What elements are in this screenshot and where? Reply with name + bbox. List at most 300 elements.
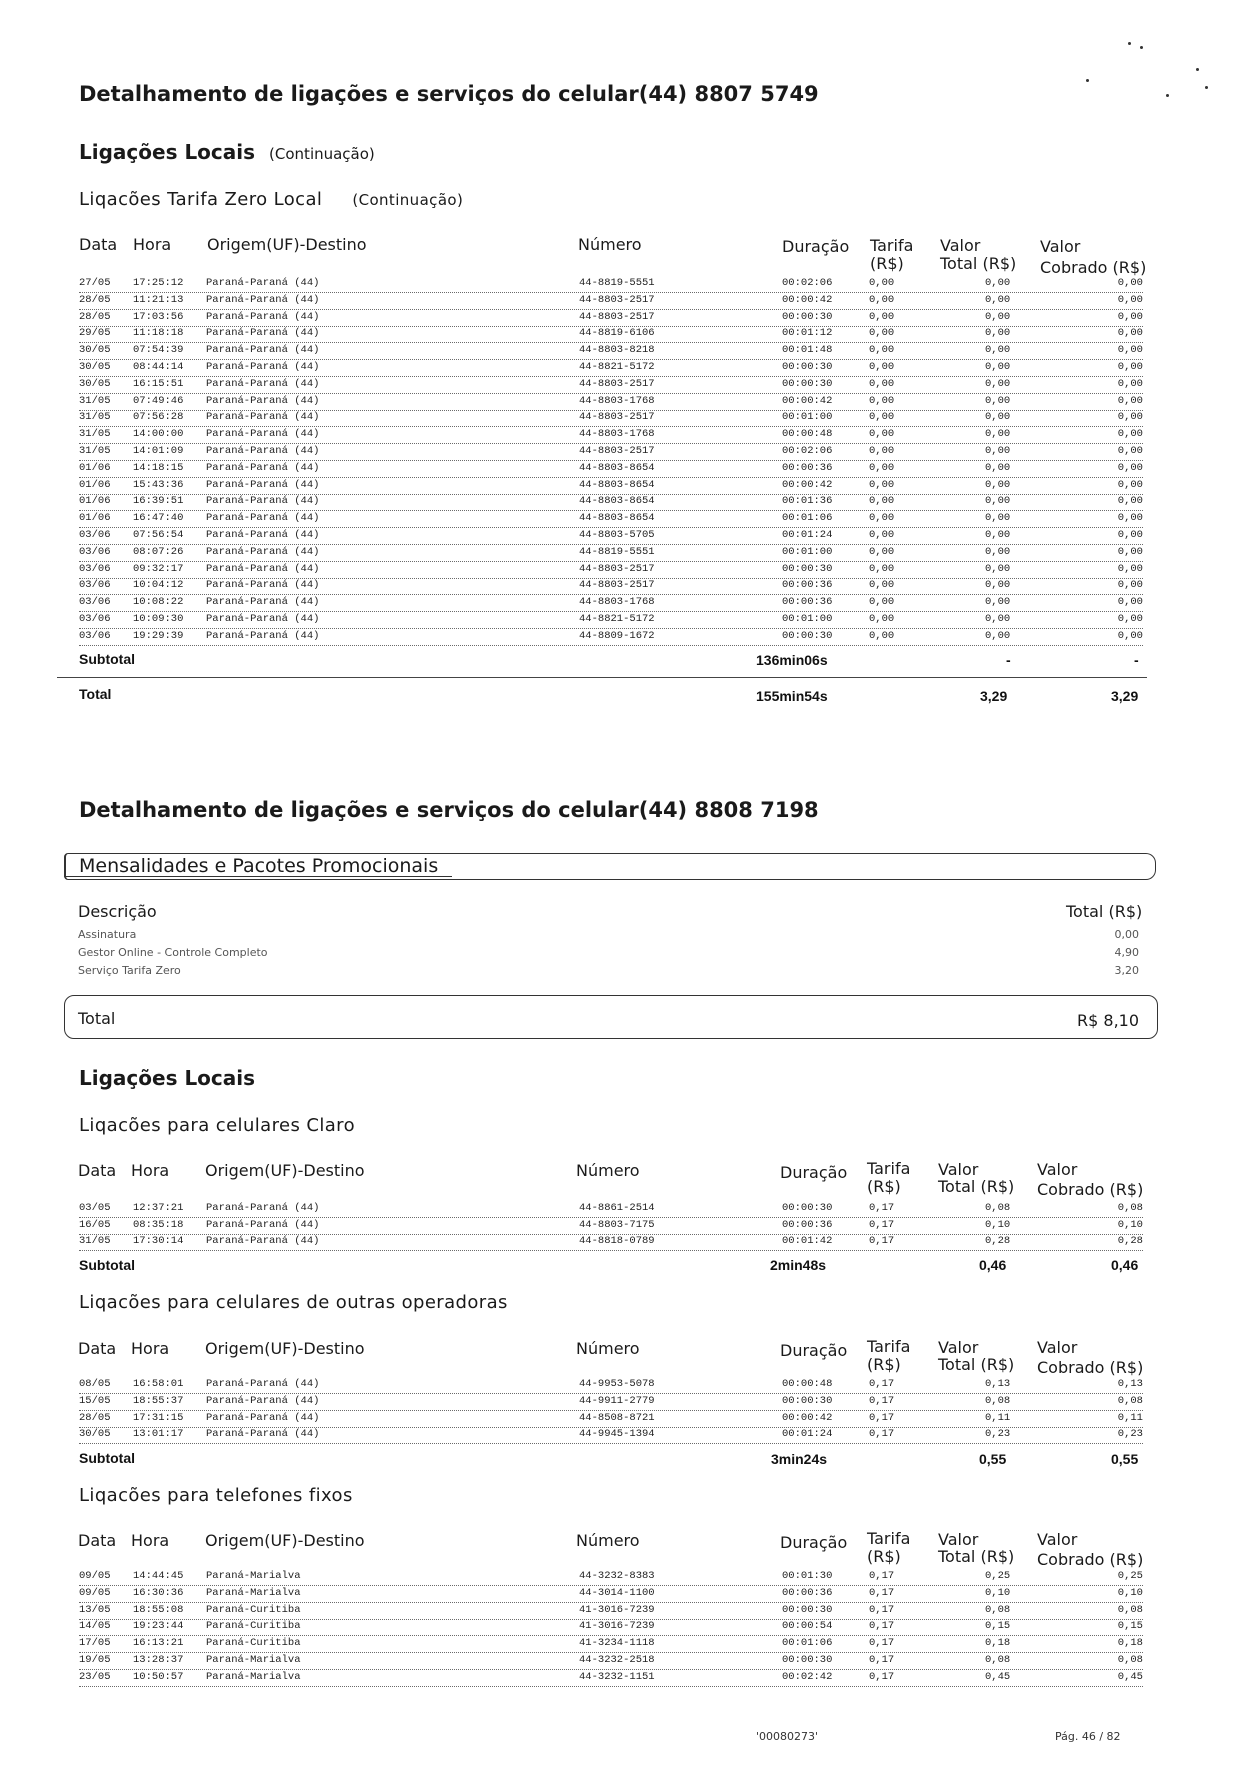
row-numero: 44-9945-1394: [579, 1428, 655, 1441]
row-hora: 07:54:39: [133, 344, 184, 357]
table-row: [79, 1234, 1143, 1251]
row-duracao: 00:01:06: [782, 512, 833, 525]
col-valor-total: Valor: [938, 1160, 979, 1179]
row-tarifa: 0,00: [869, 461, 895, 474]
row-valor-cobrado: 0,00: [1117, 445, 1143, 457]
table-row: [79, 410, 1143, 427]
row-hora: 16:15:51: [133, 377, 184, 390]
row-duracao: 00:00:48: [782, 428, 833, 441]
row-duracao: 00:00:48: [782, 1378, 833, 1390]
row-duracao: 00:01:48: [782, 344, 833, 357]
table-row: [79, 1201, 1143, 1218]
row-valor-total: 0,00: [985, 613, 1011, 625]
table-row: [79, 394, 1143, 411]
scan-speck: [1205, 86, 1208, 89]
row-hora: 09:32:17: [133, 562, 184, 575]
row-valor-total: 0,00: [985, 327, 1011, 340]
row-numero: 44-8821-5172: [579, 361, 655, 373]
row-duracao: 00:01:12: [782, 327, 833, 340]
row-tarifa: 0,00: [869, 361, 895, 373]
row-valor-cobrado: 0,00: [1117, 428, 1143, 441]
row-hora: 08:35:18: [133, 1218, 184, 1231]
row-valor-total: 0,00: [985, 411, 1011, 424]
table-row: [79, 1569, 1143, 1586]
row-valor-cobrado: 0,00: [1117, 361, 1143, 373]
col-duracao: Duração: [780, 1533, 848, 1552]
row-date: 03/06: [79, 613, 111, 625]
row-valor-total: 0,15: [985, 1620, 1011, 1633]
row-origem: Paraná-Paraná (44): [206, 361, 320, 373]
claro-subtotal-label: Subtotal: [79, 1257, 135, 1273]
row-tarifa: 0,00: [869, 478, 895, 491]
row-origem: Paraná-Paraná (44): [206, 478, 320, 491]
ligacoes-locais-heading-2: Ligações Locais: [79, 1066, 256, 1090]
total-rs-label: Total (R$): [1066, 902, 1143, 921]
row-valor-total: 0,28: [985, 1235, 1011, 1247]
row-origem: Paraná-Paraná (44): [206, 461, 320, 474]
claro-subtotal-cobrado: 0,46: [1111, 1257, 1139, 1273]
row-origem: Paraná-Paraná (44): [206, 596, 320, 609]
row-valor-total: 0,23: [985, 1428, 1011, 1441]
col-valor-total: Valor: [938, 1338, 979, 1357]
item-label: Serviço Tarifa Zero: [78, 964, 181, 977]
table-row: [79, 1411, 1143, 1428]
row-date: 01/06: [79, 461, 111, 474]
table-row: [79, 1427, 1143, 1444]
total-duracao: 155min54s: [756, 688, 828, 704]
row-tarifa: 0,17: [869, 1570, 895, 1582]
row-valor-total: 0,00: [985, 310, 1011, 323]
row-tarifa: 0,17: [869, 1218, 895, 1231]
col-hora: Hora: [131, 1339, 170, 1358]
row-origem: Paraná-Paraná (44): [206, 1378, 320, 1390]
row-date: 31/05: [79, 1235, 111, 1247]
row-valor-cobrado: 0,00: [1117, 613, 1143, 625]
row-valor-cobrado: 0,00: [1117, 310, 1143, 323]
row-duracao: 00:00:36: [782, 461, 833, 474]
col-hora: Hora: [131, 1161, 170, 1180]
row-valor-total: 0,08: [985, 1603, 1011, 1616]
col-valor-cobrado-unit: Cobrado (R$): [1037, 1180, 1144, 1199]
row-valor-total: 0,11: [985, 1411, 1011, 1424]
row-hora: 13:28:37: [133, 1654, 184, 1666]
row-hora: 16:47:40: [133, 512, 184, 525]
row-origem: Paraná-Marialva: [206, 1570, 301, 1582]
col-data: Data: [79, 235, 118, 254]
col-tarifa: Tarifa: [870, 236, 914, 255]
row-valor-cobrado: 0,11: [1117, 1411, 1143, 1424]
total-divider: [57, 677, 1147, 678]
item-value: 4,90: [1114, 946, 1139, 959]
col-valor-total: Valor: [938, 1530, 979, 1549]
row-valor-cobrado: 0,00: [1117, 293, 1143, 306]
row-tarifa: 0,00: [869, 277, 895, 289]
row-date: 03/06: [79, 529, 111, 541]
row-hora: 15:43:36: [133, 478, 184, 491]
row-valor-cobrado: 0,00: [1117, 327, 1143, 340]
row-tarifa: 0,00: [869, 512, 895, 525]
row-valor-cobrado: 0,08: [1117, 1202, 1143, 1214]
row-hora: 19:23:44: [133, 1620, 184, 1633]
table-row: [79, 326, 1143, 343]
row-date: 28/05: [79, 293, 111, 306]
row-tarifa: 0,00: [869, 428, 895, 441]
row-tarifa: 0,00: [869, 394, 895, 407]
row-date: 19/05: [79, 1654, 111, 1666]
col-valor-total-unit: Total (R$): [938, 1177, 1015, 1196]
row-duracao: 00:00:30: [782, 361, 833, 373]
row-tarifa: 0,00: [869, 327, 895, 340]
row-tarifa: 0,17: [869, 1654, 895, 1666]
row-origem: Paraná-Curitiba: [206, 1603, 301, 1616]
row-tarifa: 0,17: [869, 1202, 895, 1214]
row-duracao: 00:00:42: [782, 394, 833, 407]
row-valor-total: 0,00: [985, 529, 1011, 541]
row-numero: 44-3232-8383: [579, 1570, 655, 1582]
row-valor-total: 0,00: [985, 562, 1011, 575]
row-tarifa: 0,00: [869, 411, 895, 424]
row-tarifa: 0,00: [869, 562, 895, 575]
row-duracao: 00:00:30: [782, 310, 833, 323]
mensalidades-total-box: [64, 995, 1158, 1039]
row-valor-cobrado: 0,45: [1117, 1670, 1143, 1683]
row-origem: Paraná-Marialva: [206, 1586, 301, 1599]
col-tarifa-unit: (R$): [867, 1177, 901, 1196]
row-date: 09/05: [79, 1586, 111, 1599]
row-valor-cobrado: 0,00: [1117, 277, 1143, 289]
row-date: 01/06: [79, 495, 111, 508]
row-date: 28/05: [79, 1411, 111, 1424]
row-tarifa: 0,17: [869, 1428, 895, 1441]
row-tarifa: 0,00: [869, 495, 895, 508]
total-cobrado: 3,29: [1111, 688, 1139, 704]
row-hora: 16:39:51: [133, 495, 184, 508]
item-label: Assinatura: [78, 928, 137, 941]
table-row: [79, 444, 1143, 461]
row-date: 13/05: [79, 1603, 111, 1616]
table-row: [79, 528, 1143, 545]
row-hora: 13:01:17: [133, 1428, 184, 1441]
subtotal-label: Subtotal: [79, 651, 135, 667]
table-row: [79, 293, 1143, 310]
row-valor-cobrado: 0,08: [1117, 1603, 1143, 1616]
col-valor-cobrado: Valor: [1037, 1160, 1078, 1179]
descricao-label: Descrição: [78, 902, 157, 921]
row-numero: 44-8803-1768: [579, 428, 655, 441]
row-tarifa: 0,17: [869, 1235, 895, 1247]
table-row: [79, 1394, 1143, 1411]
row-valor-cobrado: 0,00: [1117, 461, 1143, 474]
row-date: 01/06: [79, 478, 111, 491]
row-duracao: 00:01:24: [782, 529, 833, 541]
row-hora: 18:55:08: [133, 1603, 184, 1616]
row-hora: 10:08:22: [133, 596, 184, 609]
row-valor-total: 0,00: [985, 512, 1011, 525]
row-hora: 16:30:36: [133, 1586, 184, 1599]
row-valor-total: 0,08: [985, 1394, 1011, 1407]
row-tarifa: 0,17: [869, 1378, 895, 1390]
ligacoes-locais-heading: [79, 140, 375, 164]
row-origem: Paraná-Paraná (44): [206, 512, 320, 525]
row-valor-cobrado: 0,08: [1117, 1654, 1143, 1666]
row-valor-total: 0,00: [985, 344, 1011, 357]
row-valor-cobrado: 0,00: [1117, 529, 1143, 541]
row-origem: Paraná-Paraná (44): [206, 529, 320, 541]
col-data: Data: [78, 1161, 117, 1180]
row-origem: Paraná-Marialva: [206, 1654, 301, 1666]
row-date: 30/05: [79, 1428, 111, 1441]
row-origem: Paraná-Curitiba: [206, 1637, 301, 1650]
row-valor-cobrado: 0,00: [1117, 377, 1143, 390]
table-row: [79, 562, 1143, 579]
scan-speck: [1196, 68, 1199, 71]
row-date: 31/05: [79, 445, 111, 457]
row-numero: 44-9911-2779: [579, 1394, 655, 1407]
mensalidades-total-value: R$ 8,10: [1077, 1011, 1140, 1030]
row-numero: 41-3016-7239: [579, 1620, 655, 1633]
claro-subtotal-total: 0,46: [979, 1257, 1007, 1273]
row-valor-cobrado: 0,00: [1117, 411, 1143, 424]
row-numero: 44-8803-8218: [579, 344, 655, 357]
row-tarifa: 0,17: [869, 1411, 895, 1424]
row-origem: Paraná-Paraná (44): [206, 411, 320, 424]
col-data: Data: [78, 1339, 117, 1358]
row-date: 01/06: [79, 512, 111, 525]
row-numero: 44-8803-8654: [579, 512, 655, 525]
row-hora: 07:56:54: [133, 529, 184, 541]
row-origem: Paraná-Paraná (44): [206, 579, 320, 592]
row-valor-total: 0,08: [985, 1654, 1011, 1666]
row-tarifa: 0,17: [869, 1586, 895, 1599]
row-date: 28/05: [79, 310, 111, 323]
row-valor-total: 0,00: [985, 394, 1011, 407]
col-valor-total-unit: Total (R$): [938, 1547, 1015, 1566]
subtotal-duracao: 136min06s: [756, 652, 828, 668]
col-valor-cobrado: Valor: [1037, 1530, 1078, 1549]
subtotal-cobrado: -: [1134, 652, 1139, 668]
row-duracao: 00:00:42: [782, 293, 833, 306]
row-valor-cobrado: 0,00: [1117, 394, 1143, 407]
mensalidades-total-label: Total: [78, 1009, 116, 1028]
row-hora: 10:09:30: [133, 613, 184, 625]
scan-speck: [1166, 94, 1169, 97]
row-numero: 44-8821-5172: [579, 613, 655, 625]
row-valor-cobrado: 0,23: [1117, 1428, 1143, 1441]
table-row: [79, 310, 1143, 327]
row-hora: 18:55:37: [133, 1394, 184, 1407]
row-origem: Paraná-Curitiba: [206, 1620, 301, 1633]
row-tarifa: 0,00: [869, 545, 895, 558]
row-duracao: 00:00:36: [782, 1218, 833, 1231]
row-valor-cobrado: 0,10: [1117, 1586, 1143, 1599]
row-hora: 11:18:18: [133, 327, 184, 340]
page-number: Pág. 46 / 82: [1055, 1730, 1121, 1743]
row-origem: Paraná-Paraná (44): [206, 377, 320, 390]
row-numero: 44-3232-1151: [579, 1670, 655, 1683]
row-hora: 08:44:14: [133, 361, 184, 373]
row-origem: Paraná-Paraná (44): [206, 1202, 320, 1214]
row-origem: Paraná-Paraná (44): [206, 310, 320, 323]
row-duracao: 00:01:00: [782, 545, 833, 558]
row-numero: 44-9953-5078: [579, 1378, 655, 1390]
table-row: [79, 478, 1143, 495]
mensalidades-title: Mensalidades e Pacotes Promocionais: [79, 855, 439, 877]
row-duracao: 00:01:00: [782, 613, 833, 625]
row-duracao: 00:00:36: [782, 579, 833, 592]
outras-subtotal-label: Subtotal: [79, 1450, 135, 1466]
row-duracao: 00:00:42: [782, 1411, 833, 1424]
row-origem: Paraná-Paraná (44): [206, 1428, 320, 1441]
table-row: [79, 1586, 1143, 1603]
row-hora: 11:21:13: [133, 293, 184, 306]
row-numero: 44-8803-1768: [579, 394, 655, 407]
row-date: 31/05: [79, 394, 111, 407]
row-duracao: 00:00:36: [782, 1586, 833, 1599]
table-row: [79, 427, 1143, 444]
row-origem: Paraná-Marialva: [206, 1670, 301, 1683]
row-origem: Paraná-Paraná (44): [206, 394, 320, 407]
row-valor-cobrado: 0,13: [1117, 1378, 1143, 1390]
item-value: 3,20: [1114, 964, 1139, 977]
row-date: 30/05: [79, 344, 111, 357]
row-valor-total: 0,00: [985, 377, 1011, 390]
row-date: 03/06: [79, 545, 111, 558]
subtotal-total: -: [1006, 652, 1011, 668]
row-hora: 12:37:21: [133, 1202, 184, 1214]
row-duracao: 00:00:30: [782, 1654, 833, 1666]
row-hora: 17:30:14: [133, 1235, 184, 1247]
row-valor-cobrado: 0,25: [1117, 1570, 1143, 1582]
row-date: 03/06: [79, 562, 111, 575]
row-tarifa: 0,17: [869, 1620, 895, 1633]
row-valor-total: 0,00: [985, 361, 1011, 373]
row-duracao: 00:02:42: [782, 1670, 833, 1683]
col-origem: Origem(UF)-Destino: [207, 235, 367, 254]
row-numero: 44-8803-2517: [579, 411, 655, 424]
col-tarifa: Tarifa: [867, 1529, 911, 1548]
row-numero: 44-8809-1672: [579, 629, 655, 642]
row-valor-total: 0,00: [985, 445, 1011, 457]
row-valor-total: 0,18: [985, 1637, 1011, 1650]
continuation-label: (Continuação): [269, 145, 375, 163]
row-origem: Paraná-Paraná (44): [206, 327, 320, 340]
table-row: [79, 612, 1143, 629]
row-duracao: 00:02:06: [782, 445, 833, 457]
row-numero: 44-8803-2517: [579, 562, 655, 575]
row-valor-total: 0,10: [985, 1218, 1011, 1231]
row-duracao: 00:01:36: [782, 495, 833, 508]
row-date: 31/05: [79, 411, 111, 424]
item-label: Gestor Online - Controle Completo: [78, 946, 268, 959]
row-hora: 17:31:15: [133, 1411, 184, 1424]
row-origem: Paraná-Paraná (44): [206, 495, 320, 508]
row-valor-cobrado: 0,00: [1117, 596, 1143, 609]
row-numero: 44-3014-1100: [579, 1586, 655, 1599]
row-duracao: 00:00:30: [782, 629, 833, 642]
row-tarifa: 0,00: [869, 579, 895, 592]
col-tarifa-unit: (R$): [867, 1547, 901, 1566]
row-date: 27/05: [79, 277, 111, 289]
row-numero: 44-8819-6106: [579, 327, 655, 340]
row-duracao: 00:00:30: [782, 562, 833, 575]
row-valor-cobrado: 0,00: [1117, 495, 1143, 508]
section-title-8807: Detalhamento de ligações e serviços do celular(44) 8807 5749: [79, 82, 819, 106]
row-numero: 44-8819-5551: [579, 545, 655, 558]
row-valor-total: 0,45: [985, 1670, 1011, 1683]
row-tarifa: 0,17: [869, 1603, 895, 1616]
col-numero: Número: [576, 1161, 640, 1180]
row-hora: 14:18:15: [133, 461, 184, 474]
row-hora: 10:04:12: [133, 579, 184, 592]
row-tarifa: 0,00: [869, 529, 895, 541]
row-numero: 44-8803-8654: [579, 461, 655, 474]
row-date: 31/05: [79, 428, 111, 441]
col-duracao: Duração: [782, 237, 850, 256]
table-row: [79, 1377, 1143, 1394]
row-hora: 16:13:21: [133, 1637, 184, 1650]
row-valor-total: 0,00: [985, 629, 1011, 642]
row-hora: 10:50:57: [133, 1670, 184, 1683]
row-hora: 14:00:00: [133, 428, 184, 441]
row-duracao: 00:00:42: [782, 478, 833, 491]
table-row: [79, 545, 1143, 562]
col-valor-cobrado-unit: Cobrado (R$): [1040, 258, 1147, 277]
row-duracao: 00:01:00: [782, 411, 833, 424]
table-row: [79, 1670, 1143, 1687]
row-valor-total: 0,10: [985, 1586, 1011, 1599]
row-hora: 17:25:12: [133, 277, 184, 289]
row-origem: Paraná-Paraná (44): [206, 1218, 320, 1231]
total-label: Total: [79, 686, 112, 702]
row-date: 03/06: [79, 596, 111, 609]
row-hora: 07:56:28: [133, 411, 184, 424]
row-valor-cobrado: 0,00: [1117, 512, 1143, 525]
row-valor-total: 0,00: [985, 495, 1011, 508]
row-duracao: 00:00:30: [782, 377, 833, 390]
table-row: [79, 1636, 1143, 1653]
col-numero: Número: [576, 1339, 640, 1358]
row-valor-total: 0,00: [985, 428, 1011, 441]
row-numero: 44-8803-1768: [579, 596, 655, 609]
document-code: '00080273': [756, 1730, 819, 1743]
row-numero: 44-8861-2514: [579, 1202, 655, 1214]
col-numero: Número: [578, 235, 642, 254]
scan-speck: [1140, 46, 1143, 49]
table-row: [79, 1603, 1143, 1620]
col-origem: Origem(UF)-Destino: [205, 1531, 365, 1550]
row-valor-total: 0,00: [985, 579, 1011, 592]
row-duracao: 00:01:42: [782, 1235, 833, 1247]
row-tarifa: 0,17: [869, 1637, 895, 1650]
row-duracao: 00:01:24: [782, 1428, 833, 1441]
row-hora: 07:49:46: [133, 394, 184, 407]
col-hora: Hora: [131, 1531, 170, 1550]
row-origem: Paraná-Paraná (44): [206, 344, 320, 357]
row-valor-total: 0,13: [985, 1378, 1011, 1390]
row-valor-cobrado: 0,00: [1117, 629, 1143, 642]
row-duracao: 00:00:30: [782, 1202, 833, 1214]
row-date: 03/06: [79, 579, 111, 592]
row-valor-total: 0,00: [985, 277, 1011, 289]
row-numero: 44-8803-2517: [579, 445, 655, 457]
row-valor-total: 0,08: [985, 1202, 1011, 1214]
row-date: 23/05: [79, 1670, 111, 1683]
row-origem: Paraná-Paraná (44): [206, 445, 320, 457]
row-tarifa: 0,00: [869, 445, 895, 457]
row-origem: Paraná-Paraná (44): [206, 1235, 320, 1247]
table-row: [79, 1619, 1143, 1636]
row-origem: Paraná-Paraná (44): [206, 613, 320, 625]
